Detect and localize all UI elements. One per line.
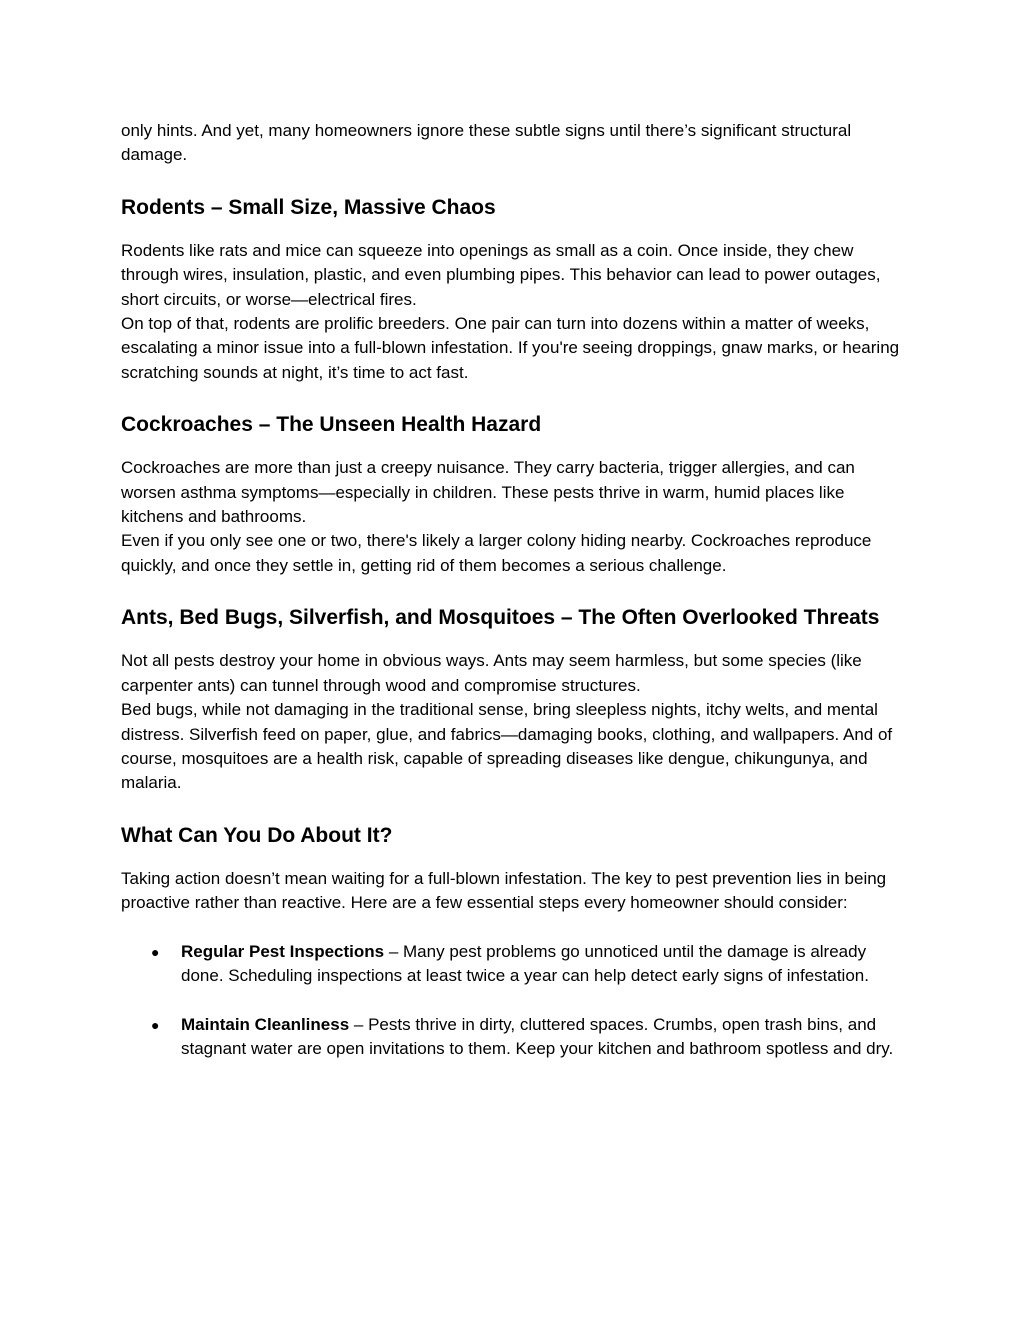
bullet-icon: ● [151, 1016, 160, 1033]
rodents-paragraph-1: Rodents like rats and mice can squeeze into openings as small as a coin. Once inside, they chew through wires, insulation, plastic, and even plumbing pipes. This behavior can lead to power outages, short circuits, or worse—electrical fires. [121, 240, 881, 309]
list-item [121, 940, 911, 989]
other-pests-paragraph-1: Not all pests destroy your home in obvious ways. Ants may seem harmless, but some species (like carpenter ants) can tunnel through wood and compromise structures. [121, 651, 862, 695]
document-page [121, 119, 911, 1062]
other-pests-paragraph-2: Bed bugs, while not damaging in the traditional sense, bring sleepless nights, itchy welts, and mental distress. Silverfish feed on paper, glue, and fabrics—damaging books, clothing, and wallpapers. And of course, mosquitoes are a health risk, capable of spreading diseases like dengue, chikungunya, and malaria. [121, 700, 893, 793]
list-item-title: Regular Pest Inspections [181, 941, 385, 961]
prevention-steps-list [121, 940, 911, 1062]
cockroaches-paragraph-1: Cockroaches are more than just a creepy nuisance. They carry bacteria, trigger allergies, and can worsen asthma symptoms—especially in children. These pests thrive in warm, humid places like kitchens and bathrooms. [121, 458, 855, 527]
heading-cockroaches: Cockroaches – The Unseen Health Hazard [121, 413, 542, 437]
heading-other-pests: Ants, Bed Bugs, Silverfish, and Mosquitoes – The Often Overlooked Threats [121, 606, 880, 630]
list-item [121, 1013, 911, 1062]
bullet-icon: ● [151, 943, 160, 960]
what-can-you-do-paragraph: Taking action doesn’t mean waiting for a full-blown infestation. The key to pest prevention lies in being proactive rather than reactive. Here are a few essential steps every homeowner should consider: [121, 868, 887, 913]
intro-paragraph: only hints. And yet, many homeowners ignore these subtle signs until there’s significant structural damage. [121, 121, 852, 165]
list-item-text: – Many pest problems go unnoticed until the damage is already done. Scheduling inspections at least twice a year can help detect early signs of infestation. [181, 941, 869, 985]
list-item-title: Maintain Cleanliness [181, 1014, 350, 1034]
list-item-text: – Pests thrive in dirty, cluttered spaces. Crumbs, open trash bins, and stagnant water are open invitations to them. Keep your kitchen and bathroom spotless and dry. [181, 1014, 894, 1059]
heading-rodents: Rodents – Small Size, Massive Chaos [121, 195, 496, 219]
heading-what-can-you-do: What Can You Do About It? [121, 823, 393, 847]
cockroaches-paragraph-2: Even if you only see one or two, there's likely a larger colony hiding nearby. Cockroaches reproduce quickly, and once they settle in, getting rid of them becomes a serious challenge. [121, 531, 872, 575]
rodents-paragraph-2: On top of that, rodents are prolific breeders. One pair can turn into dozens within a matter of weeks, escalating a minor issue into a full-blown infestation. If you're seeing droppings, gnaw marks, or hearing scratching sounds at night, it’s time to act fast. [121, 314, 900, 382]
